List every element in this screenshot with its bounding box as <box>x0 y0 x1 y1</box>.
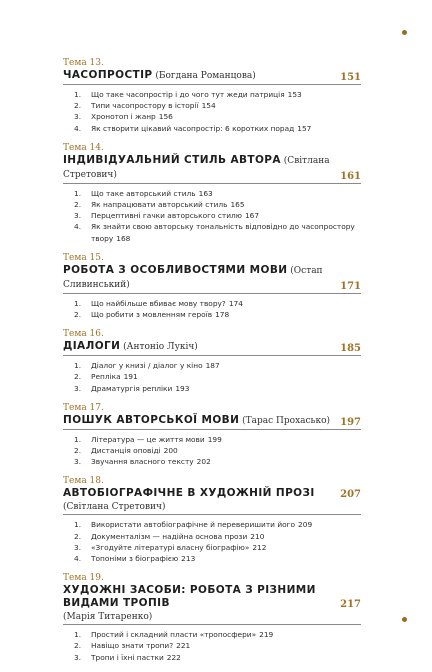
subsection-item[interactable] <box>74 123 361 134</box>
subsection-number: 2. <box>74 200 82 210</box>
subsection-item[interactable] <box>74 629 361 640</box>
section-author: (Марія Титаренко) <box>63 612 153 623</box>
subsection-list <box>63 188 361 244</box>
section-heading <box>63 264 340 292</box>
section-author: (Світлана Стретович) <box>63 502 166 513</box>
section-page-number: 185 <box>340 343 361 355</box>
section-title: ПОШУК АВТОРСЬКОЇ МОВИ <box>63 413 240 426</box>
subsection-page: 174 <box>228 298 243 308</box>
subsection-number: 1. <box>74 520 82 530</box>
section-number: Тема 15. <box>63 252 104 263</box>
subsection-list <box>63 298 361 320</box>
subsection-item[interactable] <box>74 531 361 542</box>
decorative-dot-bottom <box>402 617 407 622</box>
section-author: (Антоніо Лукіч) <box>120 342 198 353</box>
section-title: ДІАЛОГИ <box>63 340 121 353</box>
subsection-text <box>91 371 361 382</box>
subsection-item[interactable] <box>74 371 361 382</box>
subsection-number: 1. <box>74 188 82 198</box>
subsection-list <box>63 360 361 394</box>
subsection-number: 4. <box>74 222 82 232</box>
subsection-title: Що таке часопростір і до чого тут жеди патриція <box>91 90 285 99</box>
section-title-row[interactable] <box>63 69 361 85</box>
subsection-page: 163 <box>198 188 213 198</box>
subsection-number: 1. <box>74 298 82 308</box>
subsection-text <box>91 188 361 199</box>
subsection-number: 2. <box>74 446 82 456</box>
subsection-page: 221 <box>176 641 191 651</box>
subsection-number: 3. <box>74 457 82 467</box>
subsection-title: Література — це життя мови <box>91 434 205 444</box>
subsection-text <box>91 383 361 394</box>
subsection-item[interactable] <box>74 456 361 467</box>
subsection-page: 153 <box>287 90 302 99</box>
subsection-page: 157 <box>297 123 312 133</box>
subsection-text <box>91 309 361 320</box>
subsection-item[interactable] <box>74 360 361 371</box>
subsection-page: 193 <box>175 383 190 393</box>
subsection-page: 167 <box>244 211 260 221</box>
subsection-number: 1. <box>74 361 82 371</box>
subsection-text <box>91 111 361 122</box>
subsection-page: 154 <box>201 101 216 111</box>
section-page-number: 207 <box>340 489 361 501</box>
subsection-page: 209 <box>298 520 313 530</box>
toc-section <box>63 573 361 663</box>
section-page-number: 197 <box>340 416 361 428</box>
subsection-title: «Згодуйте літературі власну біографію» <box>91 542 250 552</box>
subsection-number: 1. <box>74 630 82 640</box>
subsection-title: Репліка <box>91 372 121 382</box>
subsection-title: Простий і складний пласти «тропосфери» <box>91 630 257 640</box>
subsection-item[interactable] <box>74 111 361 122</box>
subsection-number: 2. <box>74 641 82 651</box>
section-title-row[interactable] <box>63 340 361 356</box>
subsection-text <box>91 89 361 100</box>
subsection-text <box>91 360 361 371</box>
subsection-title: Що робити з мовленням героїв <box>91 310 213 320</box>
section-page-number: 161 <box>340 170 361 182</box>
decorative-dot-top <box>402 30 407 35</box>
subsection-text <box>91 100 361 111</box>
section-title-row[interactable] <box>63 154 361 184</box>
toc-section <box>63 329 361 394</box>
section-title: ЧАСОПРОСТІР <box>63 69 153 81</box>
subsection-text <box>91 199 361 210</box>
subsection-title: Тропи і їхні пастки <box>91 652 164 662</box>
subsection-title: Навіщо знати тропи? <box>91 641 174 651</box>
subsection-number: 3. <box>74 383 82 393</box>
subsection-title: Драматургія репліки <box>91 383 173 393</box>
subsection-title: Документалізм — надійна основа прози <box>91 531 248 541</box>
subsection-list <box>63 434 361 468</box>
section-title-row[interactable] <box>63 264 361 294</box>
subsection-page: 199 <box>207 434 222 444</box>
section-title: ХУДОЖНІ ЗАСОБИ: РОБОТА З РІЗНИМИ ВИДАМИ ТРОПІВ <box>63 584 316 610</box>
subsection-title: Що найбільше вбиває мову твору? <box>91 298 226 308</box>
subsection-title: Використати автобіографічне й переверишити його <box>91 520 296 530</box>
subsection-number: 4. <box>74 554 82 564</box>
subsection-number: 1. <box>74 90 82 99</box>
subsection-number: 4. <box>74 123 82 133</box>
subsection-text <box>91 456 361 467</box>
subsection-page: 219 <box>259 630 274 640</box>
subsection-text <box>91 629 361 640</box>
subsection-item[interactable] <box>74 298 361 309</box>
subsection-text <box>91 553 361 564</box>
table-of-contents <box>63 58 361 672</box>
subsection-page: 212 <box>252 542 267 552</box>
subsection-page: 222 <box>166 652 181 662</box>
subsection-item[interactable] <box>74 188 361 199</box>
subsection-item[interactable] <box>74 542 361 553</box>
subsection-title: Типи часопростору в історії <box>91 101 199 111</box>
subsection-page: 165 <box>230 200 245 210</box>
subsection-number: 3. <box>74 652 82 662</box>
subsection-text <box>91 531 361 542</box>
subsection-item[interactable] <box>74 199 361 210</box>
subsection-text <box>91 652 361 663</box>
section-number: Тема 19. <box>63 573 104 584</box>
subsection-title: Хронотоп і жанр <box>91 112 156 122</box>
subsection-list <box>63 89 361 134</box>
section-page-number: 171 <box>340 280 361 292</box>
subsection-item[interactable] <box>74 383 361 394</box>
subsection-title: Дистанція оповіді <box>91 446 161 456</box>
toc-section <box>63 476 361 564</box>
subsection-title: Діалог у книзі / діалог у кіно <box>91 361 203 371</box>
subsection-page: 210 <box>250 531 265 541</box>
section-heading <box>63 487 315 500</box>
section-heading <box>63 414 330 428</box>
subsection-text <box>91 542 361 553</box>
subsection-title: Як знайти свою авторську тональність відповідно до часопростору твору <box>91 222 355 243</box>
subsection-text <box>91 519 361 530</box>
subsection-title: Перцептивні гачки авторського стилю <box>91 211 242 221</box>
section-number: Тема 17. <box>63 402 104 413</box>
section-heading <box>63 154 340 182</box>
section-number: Тема 16. <box>63 329 104 340</box>
subsection-number: 2. <box>74 101 82 111</box>
section-number: Тема 13. <box>63 58 104 68</box>
subsection-title: Як створити цікавий часопростір: 6 коротких порад <box>91 123 295 133</box>
subsection-number: 2. <box>74 310 82 320</box>
subsection-number: 3. <box>74 112 82 122</box>
subsection-number: 1. <box>74 434 82 444</box>
toc-section <box>63 403 361 468</box>
subsection-list <box>63 519 361 564</box>
subsection-item[interactable] <box>74 309 361 320</box>
section-heading <box>63 69 256 83</box>
subsection-page: 187 <box>205 361 220 371</box>
subsection-item[interactable] <box>74 445 361 456</box>
subsection-page: 178 <box>215 310 230 320</box>
section-author: (Богдана Романцова) <box>152 71 256 81</box>
section-author: (Світлана Стретович) <box>63 155 330 180</box>
subsection-title: Як напрацювати авторський стиль <box>91 200 228 210</box>
section-number: Тема 18. <box>63 476 104 487</box>
subsection-page: 213 <box>181 554 196 564</box>
subsection-item[interactable] <box>74 652 361 663</box>
subsection-text <box>91 210 361 221</box>
subsection-number: 2. <box>74 531 82 541</box>
section-page-number: 151 <box>340 72 361 83</box>
section-title: АВТОБІОГРАФІЧНЕ В ХУДОЖНІЙ ПРОЗІ <box>63 487 315 500</box>
subsection-item[interactable] <box>74 519 361 530</box>
subsection-text <box>91 434 361 445</box>
subsection-number: 3. <box>74 211 82 221</box>
subsection-page: 202 <box>196 457 211 467</box>
subsection-text <box>91 123 361 134</box>
section-page-number: 217 <box>340 599 361 611</box>
subsection-page: 200 <box>163 446 178 456</box>
section-title-row[interactable] <box>63 584 361 611</box>
subsection-item[interactable] <box>74 100 361 111</box>
subsection-title: Топоніми з біографією <box>91 554 179 564</box>
subsection-page: 156 <box>158 112 173 122</box>
section-title: ІНДИВІДУАЛЬНИЙ СТИЛЬ АВТОРА <box>63 153 281 166</box>
subsection-item[interactable] <box>74 434 361 445</box>
subsection-text <box>91 298 361 309</box>
subsection-number: 2. <box>74 372 82 382</box>
subsection-item[interactable] <box>74 221 361 243</box>
subsection-number: 3. <box>74 542 82 552</box>
subsection-page: 191 <box>123 372 138 382</box>
subsection-item[interactable] <box>74 553 361 564</box>
subsection-item[interactable] <box>74 210 361 221</box>
section-heading <box>63 584 340 610</box>
section-author: (Остап Сливинський) <box>63 265 323 290</box>
subsection-page: 168 <box>116 233 131 243</box>
subsection-text <box>91 221 361 243</box>
toc-section <box>63 143 361 244</box>
subsection-title: Що таке авторський стиль <box>91 188 196 198</box>
section-title-row[interactable] <box>63 487 361 501</box>
subsection-text <box>91 445 361 456</box>
section-heading <box>63 340 198 354</box>
toc-section <box>63 58 361 134</box>
subsection-item[interactable] <box>74 89 361 100</box>
toc-section <box>63 253 361 320</box>
subsection-title: Звучання власного тексту <box>91 457 194 467</box>
section-title: РОБОТА З ОСОБЛИВОСТЯМИ МОВИ <box>63 263 288 276</box>
subsection-list <box>63 629 361 663</box>
section-title-row[interactable] <box>63 414 361 430</box>
section-author: (Тарас Прохасько) <box>239 415 331 426</box>
section-number: Тема 14. <box>63 142 104 153</box>
